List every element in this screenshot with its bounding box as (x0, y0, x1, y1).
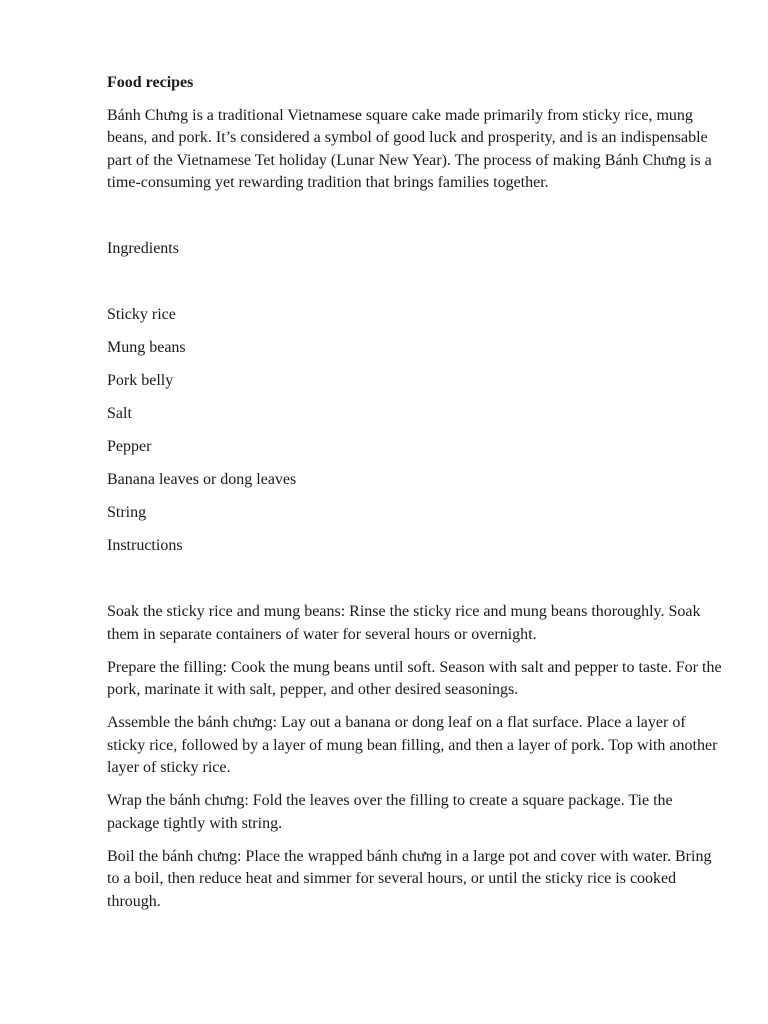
instruction-step: Wrap the bánh chưng: Fold the leaves over the filling to create a square package. Tie the package tightly with string. (107, 792, 673, 832)
blank-line (107, 271, 727, 294)
ingredient-item: Banana leaves or dong leaves (107, 471, 297, 488)
intro-paragraph: Bánh Chưng is a traditional Vietnamese square cake made primarily from sticky rice, mung beans, and pork. It’s considered a symbol of good luck and prosperity, and is an indispensable part of the Vietnamese Tet holiday (Lunar New Year). The process of making Bánh Chưng is a time-consuming yet rewarding tradition that brings families together. (107, 106, 712, 191)
ingredient-item: Salt (107, 405, 132, 422)
document-page (107, 72, 727, 924)
ingredients-heading: Ingredients (107, 240, 179, 257)
ingredient-item: Pepper (107, 438, 152, 455)
instruction-step: Soak the sticky rice and mung beans: Rinse the sticky rice and mung beans thoroughly. Soak them in separate containers of water for several hours or overnight. (107, 603, 701, 643)
ingredient-item: Pork belly (107, 372, 174, 389)
blank-line (107, 205, 727, 228)
ingredient-item: String (107, 504, 147, 521)
instructions-list (107, 601, 727, 913)
ingredient-item: Mung beans (107, 339, 186, 356)
instruction-step: Prepare the filling: Cook the mung beans until soft. Season with salt and pepper to taste. For the pork, marinate it with salt, pepper, and other desired seasonings. (107, 658, 722, 698)
instructions-heading: Instructions (107, 537, 183, 554)
document-title: Food recipes (107, 74, 194, 91)
instruction-step: Assemble the bánh chưng: Lay out a banana or dong leaf on a flat surface. Place a layer of sticky rice, followed by a layer of mung bean filling, and then a layer of pork. Top with another layer of sticky rice. (107, 714, 718, 776)
ingredients-list (107, 304, 727, 525)
instruction-step: Boil the bánh chưng: Place the wrapped bánh chưng in a large pot and cover with water. Bring to a boil, then reduce heat and simmer for several hours, or until the sticky rice is cooked through. (107, 847, 712, 910)
blank-line (107, 568, 727, 591)
ingredient-item: Sticky rice (107, 306, 176, 323)
